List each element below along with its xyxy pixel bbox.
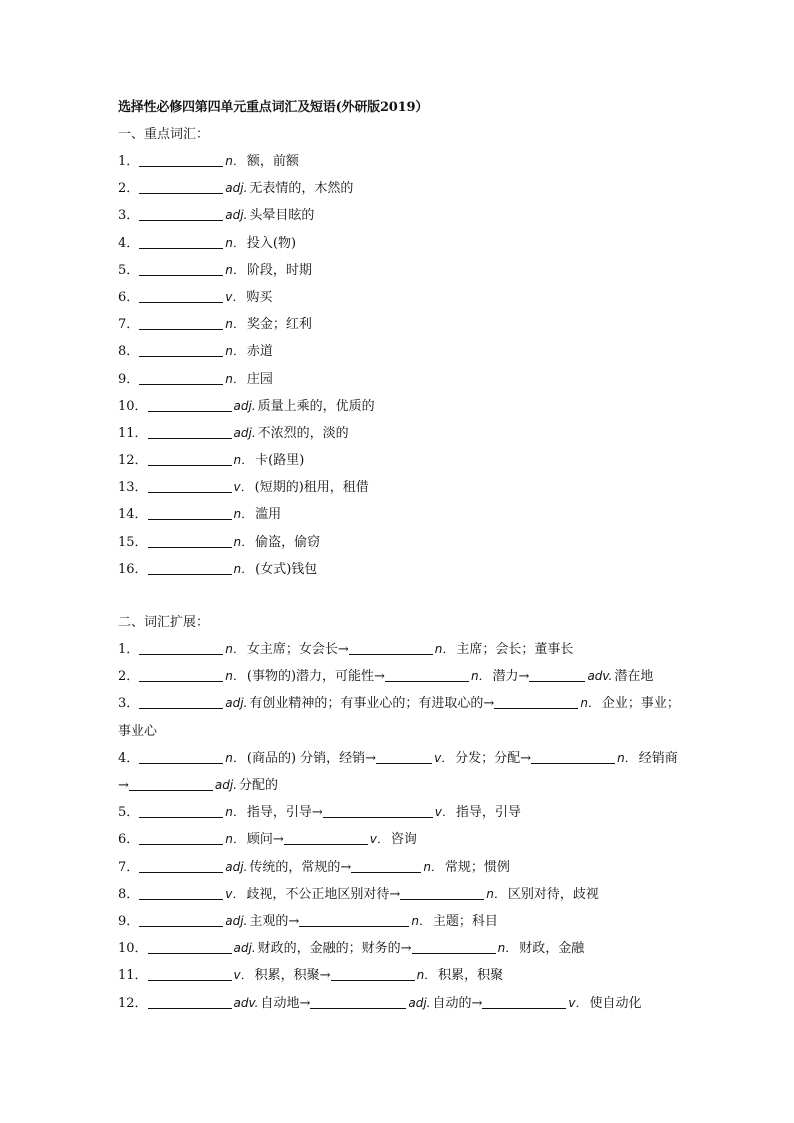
expansion-item xyxy=(118,826,683,853)
meaning: 庄园 xyxy=(246,371,273,387)
answer-blank[interactable] xyxy=(139,370,223,385)
part-of-speech: n． xyxy=(434,642,455,656)
answer-blank[interactable] xyxy=(139,234,223,249)
meaning: 财政，金融 xyxy=(519,941,585,957)
item-number: 2． xyxy=(118,669,140,685)
part-of-speech: v． xyxy=(568,995,588,1010)
item-number: 1． xyxy=(118,154,140,169)
part-of-speech: n． xyxy=(225,262,245,277)
part-of-speech: n． xyxy=(225,317,245,332)
meaning: 主题；科目 xyxy=(432,913,498,929)
vocab-item xyxy=(118,257,683,284)
item-number: 14． xyxy=(118,507,148,523)
meaning: 主观的→ xyxy=(249,913,300,929)
meaning: 使自动化 xyxy=(589,995,642,1011)
item-number: 8． xyxy=(118,344,140,360)
expansion-item xyxy=(118,935,683,962)
answer-blank[interactable] xyxy=(139,858,223,873)
answer-blank[interactable] xyxy=(148,397,232,412)
meaning: 常规；惯例 xyxy=(444,859,510,875)
part-of-speech: n． xyxy=(470,669,491,684)
section1-list xyxy=(118,148,683,583)
part-of-speech: n． xyxy=(617,750,637,765)
answer-blank[interactable] xyxy=(299,912,409,927)
meaning: 积累，积聚→ xyxy=(254,968,331,984)
meaning: 有创业精神的；有事业心的；有进取心的→ xyxy=(249,696,495,712)
vocab-item xyxy=(118,175,683,202)
item-number: 16． xyxy=(118,561,148,577)
section1-heading: 一、重点词汇： xyxy=(118,127,210,142)
part-of-speech: n． xyxy=(416,968,437,983)
vocab-item xyxy=(118,556,683,583)
meaning: 积累，积聚 xyxy=(438,968,504,984)
meaning: 额，前额 xyxy=(246,154,299,169)
answer-blank[interactable] xyxy=(139,830,223,845)
expansion-item xyxy=(118,881,683,908)
item-number: 9． xyxy=(118,371,140,387)
expansion-item xyxy=(118,854,683,881)
answer-blank[interactable] xyxy=(376,749,432,764)
answer-blank[interactable] xyxy=(385,667,469,682)
part-of-speech: adj. xyxy=(233,425,256,440)
vocab-item xyxy=(118,474,683,501)
answer-blank[interactable] xyxy=(139,288,223,303)
answer-blank[interactable] xyxy=(148,478,232,493)
part-of-speech: n． xyxy=(225,750,245,765)
part-of-speech: n． xyxy=(233,534,254,549)
meaning: 分配的 xyxy=(239,777,279,793)
part-of-speech: n． xyxy=(580,696,600,711)
expansion-item xyxy=(118,745,683,799)
part-of-speech: adj. xyxy=(233,398,256,413)
item-number: 7． xyxy=(118,317,140,333)
meaning: 顾问→ xyxy=(246,832,284,848)
answer-blank[interactable] xyxy=(412,939,496,954)
answer-blank[interactable] xyxy=(139,315,223,330)
document-title: 选择性必修四第四单元重点词汇及短语(外研版2019） xyxy=(118,100,429,115)
part-of-speech: v． xyxy=(369,832,389,847)
item-number: 9． xyxy=(118,913,140,929)
part-of-speech: n． xyxy=(225,832,245,847)
answer-blank[interactable] xyxy=(148,505,232,520)
vocab-item xyxy=(118,529,683,556)
worksheet-page xyxy=(118,95,683,1017)
item-number: 5． xyxy=(118,805,140,821)
part-of-speech: adv. xyxy=(587,669,613,684)
answer-blank[interactable] xyxy=(400,885,484,900)
item-number: 3． xyxy=(118,696,140,712)
answer-blank[interactable] xyxy=(139,206,223,221)
section2-list xyxy=(118,636,683,1017)
meaning: 指导，引导 xyxy=(455,805,521,821)
expansion-item xyxy=(118,636,683,663)
item-number: 7． xyxy=(118,859,140,875)
part-of-speech: adv. xyxy=(233,995,259,1010)
answer-blank[interactable] xyxy=(139,640,223,655)
meaning: 购买 xyxy=(246,289,273,305)
part-of-speech: n． xyxy=(486,886,506,901)
meaning: 自动地→ xyxy=(260,995,311,1011)
item-number: 12． xyxy=(118,995,148,1011)
meaning: 偷盗，偷窃 xyxy=(255,534,321,550)
answer-blank[interactable] xyxy=(139,667,223,682)
answer-blank[interactable] xyxy=(148,424,232,439)
meaning: 歧视，不公正地区别对待→ xyxy=(246,886,401,902)
vocab-item xyxy=(118,447,683,474)
part-of-speech: v． xyxy=(225,886,245,901)
meaning: 头晕目眩的 xyxy=(249,208,315,224)
item-number: 15． xyxy=(118,534,148,550)
item-number: 11． xyxy=(118,425,148,441)
meaning: (短期的)租用，租借 xyxy=(254,480,369,496)
item-number: 4． xyxy=(118,750,140,766)
vocab-item xyxy=(118,501,683,528)
meaning: 不浓烈的，淡的 xyxy=(257,425,349,441)
part-of-speech: n． xyxy=(225,669,245,684)
part-of-speech: n． xyxy=(225,344,245,359)
expansion-item xyxy=(118,908,683,935)
meaning: 奖金；红利 xyxy=(246,317,312,333)
expansion-item xyxy=(118,962,683,989)
part-of-speech: n． xyxy=(497,941,518,956)
answer-blank[interactable] xyxy=(148,451,232,466)
part-of-speech: n． xyxy=(233,507,254,522)
vocab-item xyxy=(118,202,683,229)
answer-blank[interactable] xyxy=(139,912,223,927)
part-of-speech: n． xyxy=(225,642,245,656)
answer-blank[interactable] xyxy=(139,261,223,276)
meaning: 分发；分配→ xyxy=(455,750,532,766)
answer-blank[interactable] xyxy=(323,803,433,818)
meaning: (女式)钱包 xyxy=(255,561,318,577)
meaning: 质量上乘的，优质的 xyxy=(257,398,375,414)
meaning: 赤道 xyxy=(246,344,273,360)
part-of-speech: adj. xyxy=(233,941,256,956)
answer-blank[interactable] xyxy=(139,179,223,194)
vocab-item xyxy=(118,311,683,338)
part-of-speech: v． xyxy=(225,289,245,304)
answer-blank[interactable] xyxy=(139,803,223,818)
item-number: 10． xyxy=(118,941,148,957)
part-of-speech: v． xyxy=(434,750,454,765)
meaning: 阶段，时期 xyxy=(246,262,312,278)
part-of-speech: v． xyxy=(233,968,253,983)
vocab-item xyxy=(118,366,683,393)
item-number: 2． xyxy=(118,181,140,197)
answer-blank[interactable] xyxy=(139,694,223,709)
part-of-speech: adj. xyxy=(225,859,248,874)
item-number: 6． xyxy=(118,289,140,305)
part-of-speech: n． xyxy=(225,371,245,386)
meaning: 区别对待，歧视 xyxy=(507,886,599,902)
meaning: 经销商→ xyxy=(118,750,678,793)
meaning: 滥用 xyxy=(255,507,282,523)
meaning: 潜力→ xyxy=(492,669,530,685)
vocab-item xyxy=(118,148,683,175)
item-number: 8． xyxy=(118,886,140,902)
answer-blank[interactable] xyxy=(139,885,223,900)
vocab-item xyxy=(118,393,683,420)
answer-blank[interactable] xyxy=(482,994,566,1009)
meaning: 财政的，金融的；财务的→ xyxy=(257,941,412,957)
answer-blank[interactable] xyxy=(148,939,232,954)
item-number: 6． xyxy=(118,832,140,848)
answer-blank[interactable] xyxy=(494,694,578,709)
part-of-speech: n． xyxy=(233,453,254,468)
part-of-speech: n． xyxy=(225,235,245,250)
item-number: 3． xyxy=(118,208,140,224)
meaning: 无表情的，木然的 xyxy=(249,181,354,197)
part-of-speech: v． xyxy=(233,480,253,495)
answer-blank[interactable] xyxy=(139,152,223,167)
vocab-item xyxy=(118,284,683,311)
answer-blank[interactable] xyxy=(331,966,415,981)
meaning: 卡(路里) xyxy=(255,453,305,469)
meaning: 女主席；女会长→ xyxy=(246,642,349,657)
part-of-speech: adj. xyxy=(225,696,248,711)
expansion-item xyxy=(118,690,683,744)
answer-blank[interactable] xyxy=(531,749,615,764)
part-of-speech: adj. xyxy=(225,913,248,928)
answer-blank[interactable] xyxy=(351,858,421,873)
meaning: 主席；会长；董事长 xyxy=(456,642,574,657)
answer-blank[interactable] xyxy=(148,994,232,1009)
expansion-item xyxy=(118,990,683,1017)
meaning: 投入(物) xyxy=(246,235,297,251)
answer-blank[interactable] xyxy=(148,533,232,548)
answer-blank[interactable] xyxy=(284,830,368,845)
item-number: 1． xyxy=(118,642,140,657)
meaning: 潜在地 xyxy=(614,669,654,685)
meaning: (事物的)潜力，可能性→ xyxy=(246,669,385,685)
meaning: (商品的) 分销，经销→ xyxy=(246,750,377,766)
item-number: 4． xyxy=(118,235,140,251)
vocab-item xyxy=(118,230,683,257)
part-of-speech: n． xyxy=(423,859,443,874)
vocab-item xyxy=(118,420,683,447)
answer-blank[interactable] xyxy=(129,776,213,791)
section2-heading: 二、词汇扩展： xyxy=(118,615,210,630)
answer-blank[interactable] xyxy=(148,560,232,575)
item-number: 11． xyxy=(118,968,148,984)
answer-blank[interactable] xyxy=(139,342,223,357)
part-of-speech: adj. xyxy=(225,181,248,196)
answer-blank[interactable] xyxy=(139,749,223,764)
item-number: 10． xyxy=(118,398,148,414)
part-of-speech: n． xyxy=(411,913,431,928)
meaning: 指导，引导→ xyxy=(246,805,323,821)
item-number: 12． xyxy=(118,453,148,469)
item-number: 5． xyxy=(118,262,140,278)
expansion-item xyxy=(118,663,683,690)
part-of-speech: n． xyxy=(225,154,245,168)
meaning: 自动的→ xyxy=(432,995,483,1011)
meaning: 咨询 xyxy=(390,832,417,848)
part-of-speech: adj. xyxy=(408,995,431,1010)
meaning: 传统的，常规的→ xyxy=(249,859,352,875)
part-of-speech: n． xyxy=(233,561,254,576)
expansion-item xyxy=(118,799,683,826)
answer-blank[interactable] xyxy=(349,640,433,655)
item-number: 13． xyxy=(118,480,148,496)
answer-blank[interactable] xyxy=(148,966,232,981)
answer-blank[interactable] xyxy=(310,994,406,1009)
part-of-speech: n． xyxy=(225,805,245,820)
meaning: 企业；事业；事业心 xyxy=(118,696,680,739)
part-of-speech: adj. xyxy=(214,777,238,792)
answer-blank[interactable] xyxy=(529,667,585,682)
vocab-item xyxy=(118,338,683,365)
part-of-speech: v． xyxy=(434,805,454,820)
part-of-speech: adj. xyxy=(225,208,248,223)
